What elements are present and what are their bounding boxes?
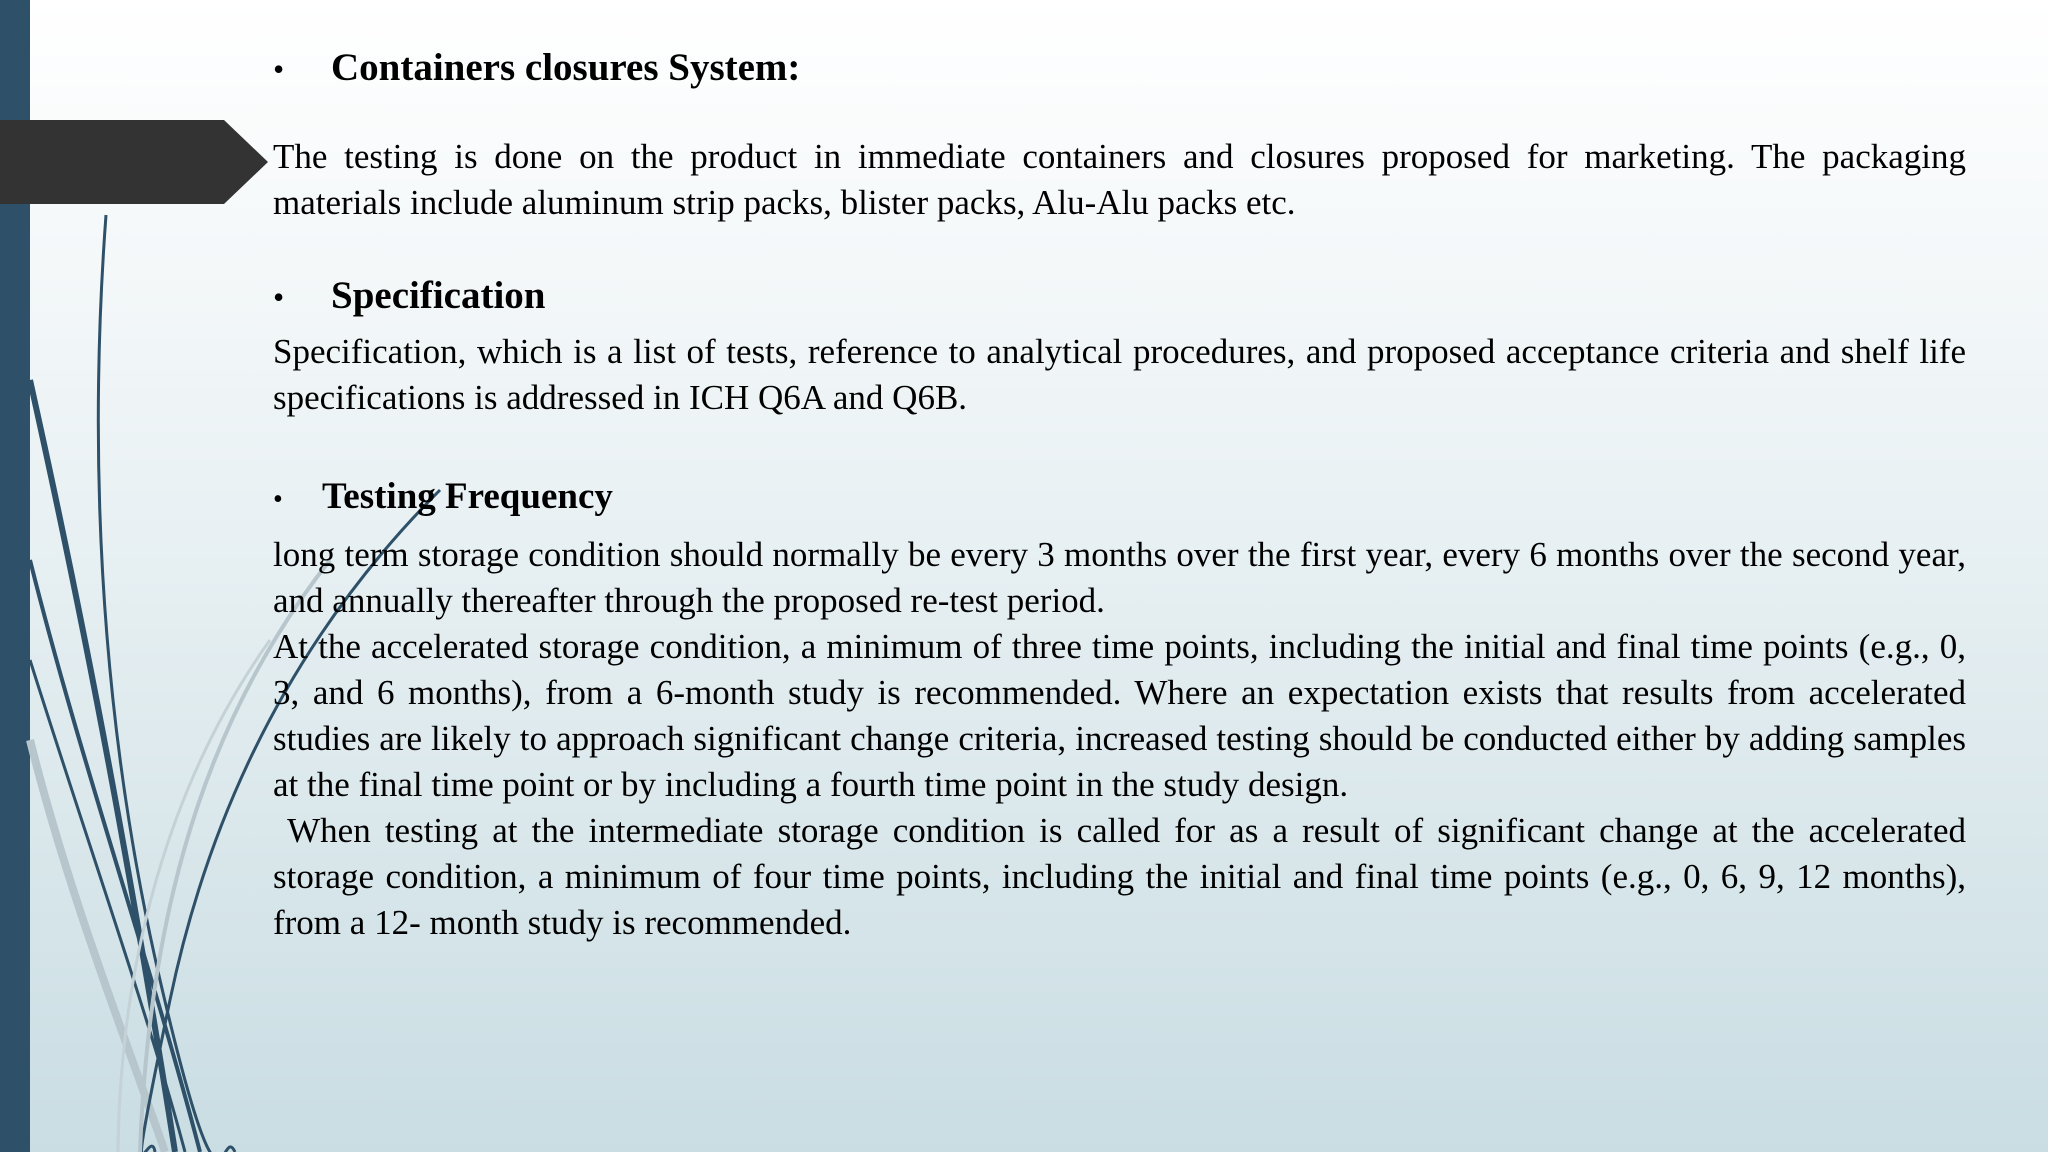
bullet-icon: •: [273, 51, 285, 87]
heading-text: Containers closures System:: [331, 46, 801, 89]
slide-content: [273, 38, 1975, 946]
frequency-paragraph-long-term: long term storage condition should normally be every 3 months over the first year, every 6 months over the second year, and annually thereafter through the proposed re-test period.: [273, 535, 1966, 620]
heading-text: Testing Frequency: [322, 476, 613, 517]
section-heading-testing-frequency: [273, 469, 1966, 528]
frequency-paragraph-intermediate: When testing at the intermediate storage condition is called for as a result of significant change at the accelerated storage condition, a minimum of four time points, including the initial and final time points (e.g., 0, 6, 9, 12 months), from a 12- month study is recommended.: [273, 811, 1975, 942]
section-heading-containers: [273, 38, 1966, 99]
specification-paragraph: Specification, which is a list of tests, reference to analytical procedures, and proposed acceptance criteria and shelf life specifications is addressed in ICH Q6A and Q6B.: [273, 332, 1966, 417]
heading-text: Specification: [331, 274, 546, 317]
frequency-paragraph-accelerated: At the accelerated storage condition, a minimum of three time points, including the initial and final time points (e.g., 0, 3, and 6 months), from a 6-month study is recommended. Where an expectation exists that results from accelerated studies are likely to approach significant change criteria, increased testing should be conducted either by adding samples at the final time point or by including a fourth time point in the study design.: [273, 627, 1966, 804]
bullet-icon: •: [273, 279, 285, 315]
containers-paragraph: The testing is done on the product in immediate containers and closures proposed for marketing. The packaging materials include aluminum strip packs, blister packs, Alu-Alu packs etc.: [273, 137, 1966, 222]
arrow-tab-shape: [0, 120, 268, 204]
section-heading-specification: [273, 266, 1966, 327]
bullet-icon: •: [273, 484, 283, 515]
